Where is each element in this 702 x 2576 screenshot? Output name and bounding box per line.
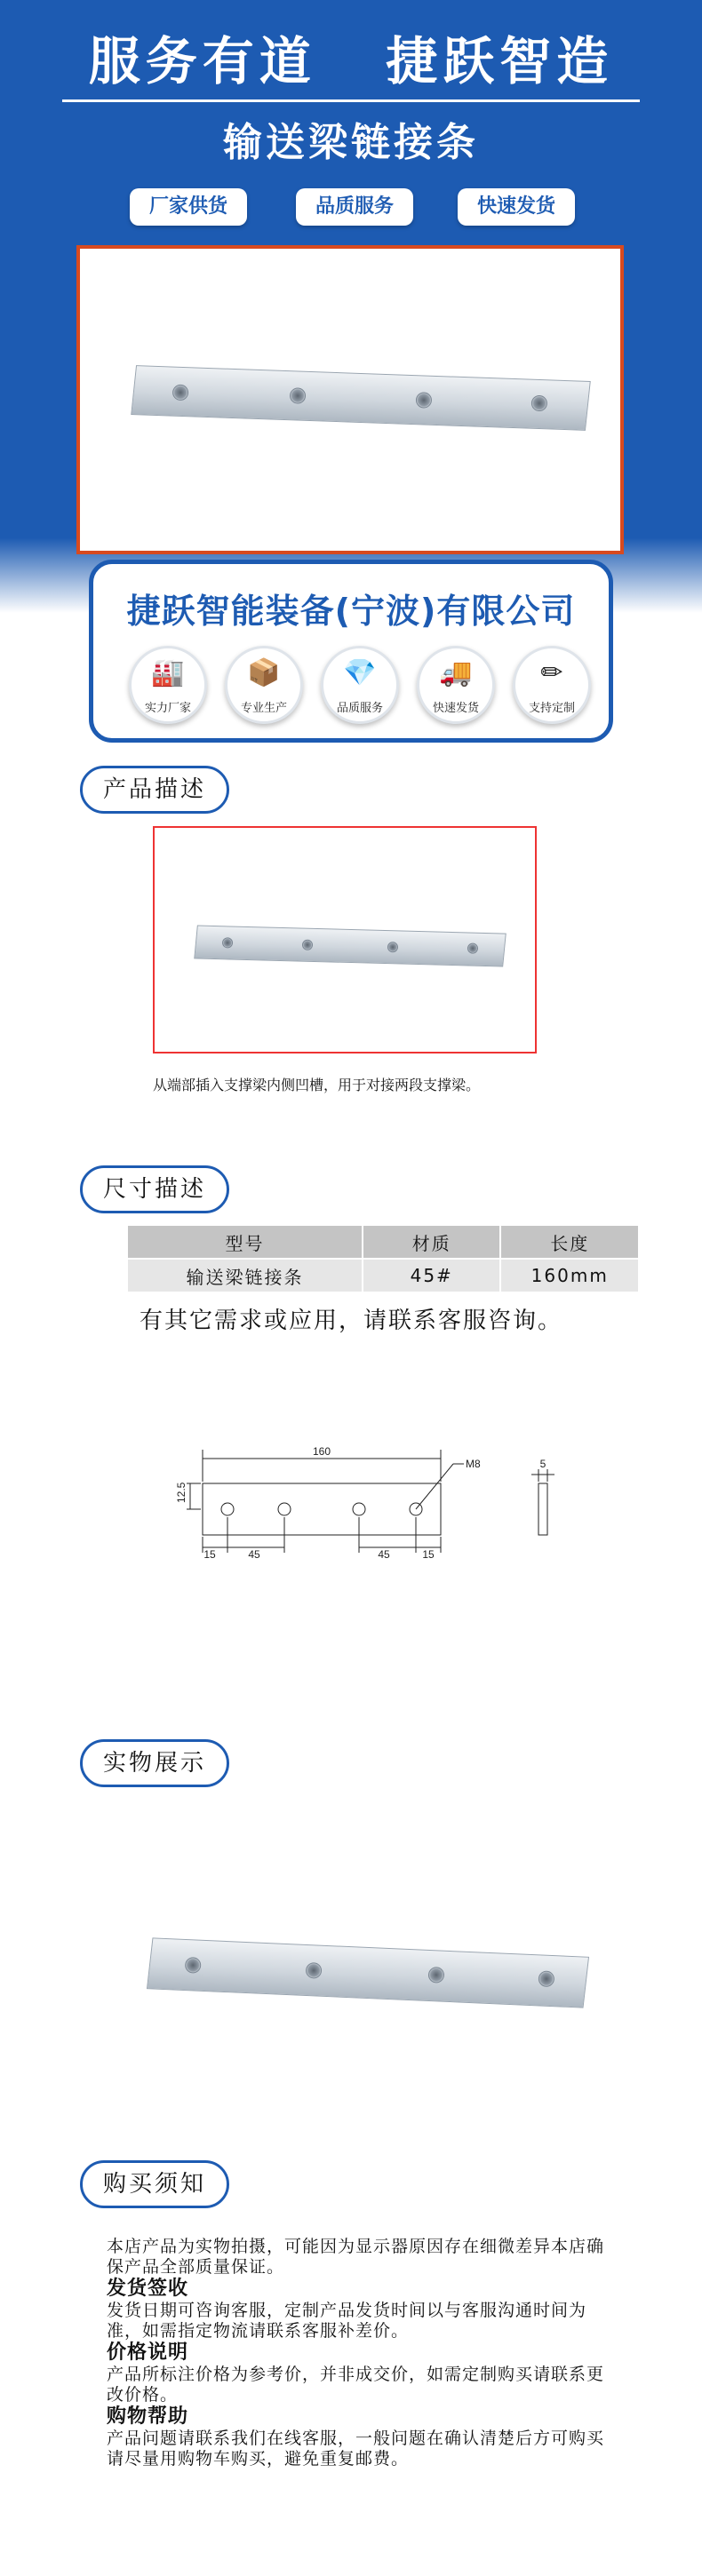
notes-section-body: 发货日期可咨询客服，定制产品发货时间以与客服沟通时间为准，如需指定物流请联系客服补差价。	[107, 2301, 587, 2341]
feature-tags	[0, 188, 702, 227]
section-header-spec	[80, 1165, 229, 1213]
feature-label: 快速发货	[432, 702, 479, 715]
section-title: 尺寸描述	[102, 1176, 206, 1203]
company-card	[89, 560, 613, 743]
spec-table	[126, 1224, 640, 1293]
description-text: 从端部插入支撑梁内侧凹槽，用于对接两段支撑梁。	[153, 1077, 481, 1093]
hero-product-frame	[76, 245, 624, 554]
notes-section-title: 发货签收	[107, 2278, 189, 2300]
section-title: 实物展示	[102, 1750, 206, 1777]
dim-thickness: 5	[539, 1458, 546, 1470]
purchase-notes	[107, 2237, 604, 2469]
company-features	[93, 646, 609, 735]
side-profile	[538, 1483, 547, 1535]
truck-icon: 🚚	[439, 657, 473, 688]
notes-section-title: 购物帮助	[107, 2405, 189, 2428]
feature-custom	[513, 646, 591, 724]
feature-label: 品质服务	[336, 702, 383, 715]
section-header-showcase	[80, 1739, 229, 1787]
section-header-purchase	[80, 2160, 229, 2208]
product-image	[195, 925, 506, 966]
table-cell: 160mm	[500, 1259, 639, 1292]
notes-section-body: 产品所标注价格为参考价，并非成交价，如需定制购买请联系更改价格。	[107, 2365, 605, 2405]
hole	[278, 1503, 291, 1515]
section-title: 产品描述	[102, 776, 206, 803]
slogan-left: 服务有道	[88, 31, 316, 91]
technical-drawing	[151, 1437, 578, 1562]
table-header-row	[127, 1225, 639, 1259]
plate-outline	[203, 1483, 441, 1535]
feature-label: 专业生产	[240, 702, 287, 715]
tag-quality-service: 品质服务	[296, 188, 413, 226]
table-row	[127, 1259, 639, 1292]
table-cell: 输送梁链接条	[127, 1259, 363, 1292]
spec-note: 有其它需求或应用，请联系客服咨询。	[139, 1308, 562, 1334]
notes-section-title: 价格说明	[107, 2341, 189, 2364]
feature-quality	[321, 646, 399, 724]
dim-thread: M8	[466, 1458, 481, 1470]
dim-edge-left: 15	[203, 1548, 216, 1561]
factory-icon: 🏭	[151, 657, 185, 688]
diamond-icon: 💎	[343, 657, 377, 688]
slogan-right: 捷跃智造	[386, 31, 614, 91]
section-title: 购买须知	[102, 2171, 206, 2198]
boxes-icon: 📦	[247, 657, 281, 688]
notes-section-body: 产品问题请联系我们在线客服，一般问题在确认清楚后方可购买请尽量用购物车购买，避免重复邮费。	[107, 2429, 605, 2469]
feature-delivery	[417, 646, 495, 724]
dim-height: 12.5	[175, 1482, 187, 1503]
column-header: 材质	[363, 1225, 501, 1259]
company-name: 捷跃智能装备(宁波)有限公司	[126, 592, 576, 631]
table-cell: 45#	[363, 1259, 501, 1292]
feature-label: 支持定制	[528, 702, 575, 715]
hole	[221, 1503, 234, 1515]
column-header: 长度	[500, 1225, 639, 1259]
dim-edge-right: 15	[422, 1548, 435, 1561]
hole	[353, 1503, 365, 1515]
dim-pitch-right: 45	[378, 1548, 390, 1561]
product-title: 输送梁链接条	[223, 120, 479, 165]
hero-banner	[0, 0, 702, 613]
slogan	[0, 20, 702, 94]
pencil-ruler-icon: ✏	[540, 657, 563, 688]
column-header: 型号	[127, 1225, 363, 1259]
tag-factory-supply: 厂家供货	[130, 188, 247, 226]
product-image	[132, 365, 589, 431]
showcase-product-image	[148, 1937, 587, 2008]
feature-label: 实力厂家	[144, 702, 191, 715]
notes-intro: 本店产品为实物拍摄，可能因为显示器原因存在细微差异本店确保产品全部质量保证。	[107, 2237, 605, 2277]
tag-fast-delivery: 快速发货	[458, 188, 575, 226]
dim-length: 160	[312, 1445, 331, 1458]
slogan-divider	[62, 99, 640, 102]
feature-production	[225, 646, 303, 724]
feature-strength	[129, 646, 207, 724]
dim-pitch-left: 45	[248, 1548, 260, 1561]
description-image-frame	[153, 826, 537, 1053]
section-header-description	[80, 766, 229, 814]
